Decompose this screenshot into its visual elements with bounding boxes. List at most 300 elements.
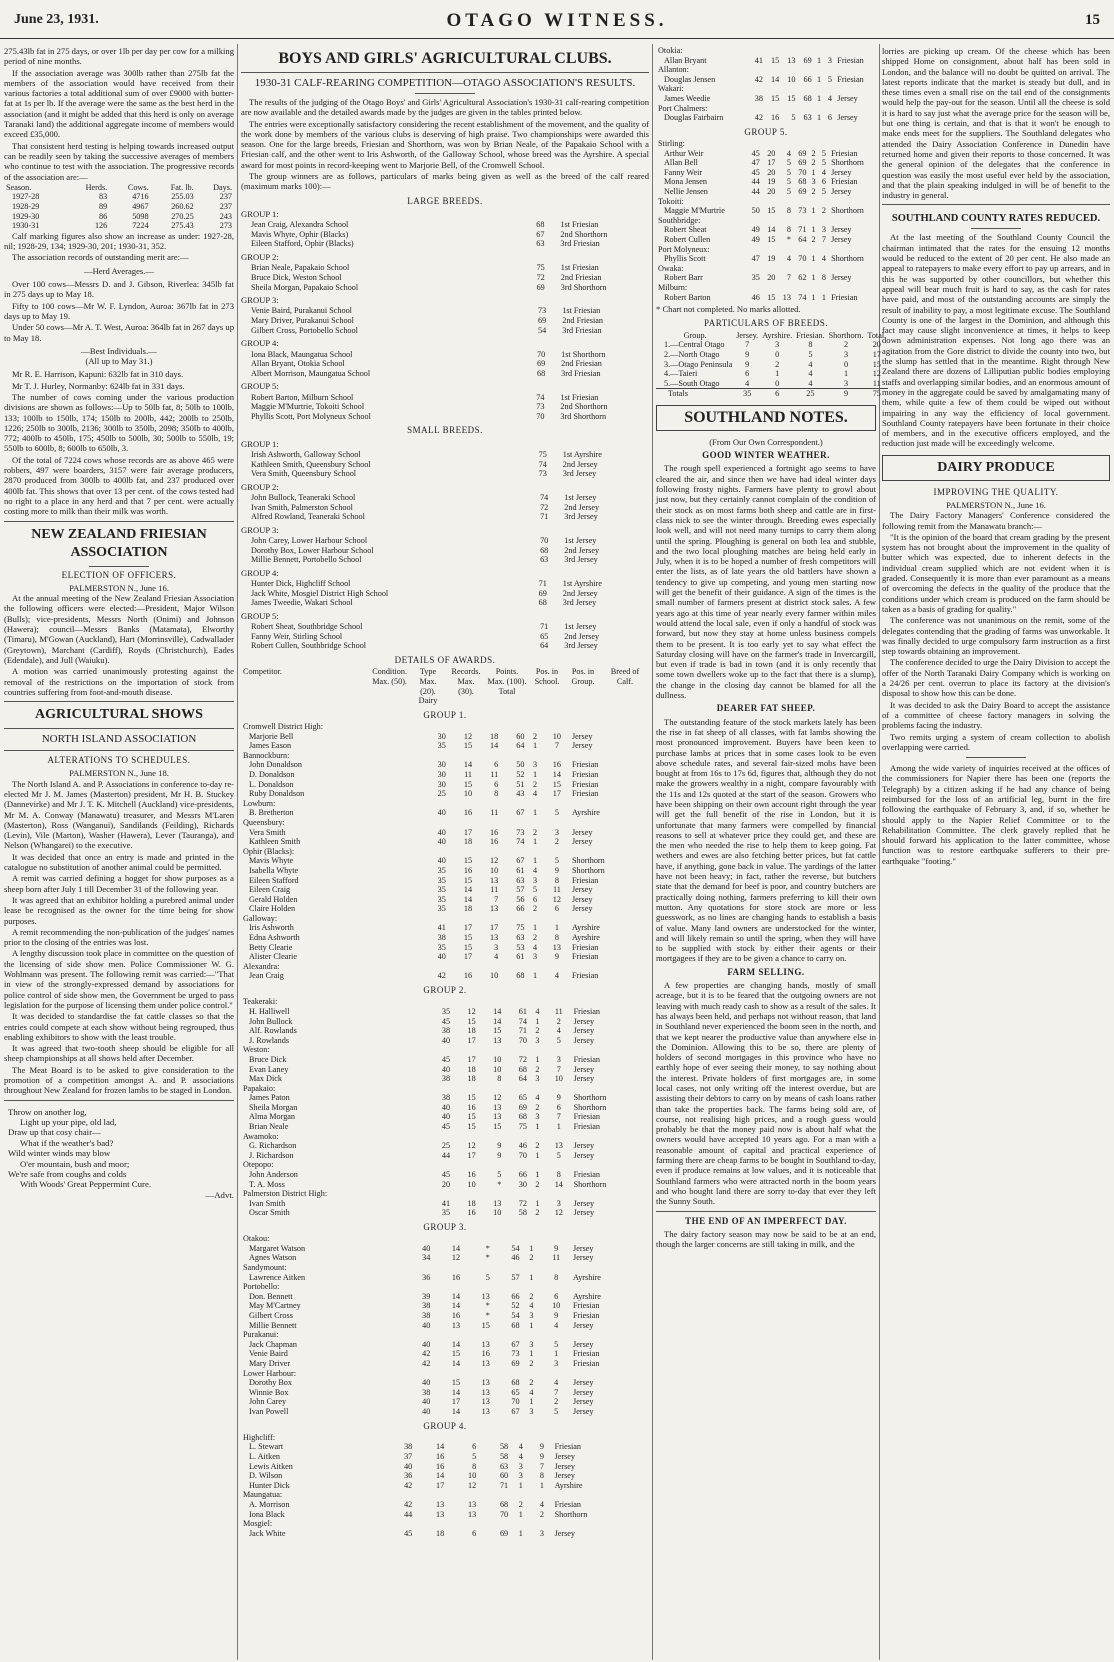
table-cell: 20 <box>767 273 776 283</box>
table-cell: 1 <box>811 225 816 235</box>
dateline: PALMERSTON N., June 18. <box>69 768 169 779</box>
table-cell: 3 <box>775 340 780 350</box>
table-cell <box>814 104 825 114</box>
winner-name: Sheila Morgan, Papakaio School <box>251 282 359 292</box>
article-subhead: ALTERATIONS TO SCHEDULES. <box>47 755 191 766</box>
table-cell <box>808 216 818 226</box>
winners-table <box>241 263 649 292</box>
season-table-body <box>4 192 234 230</box>
table-cell <box>414 1433 446 1443</box>
table-row <box>656 158 876 168</box>
table-cell: 2 <box>811 187 816 197</box>
table-cell: 9 <box>745 359 750 369</box>
table-cell: Ophir (Blacks): <box>243 846 295 856</box>
winner-name: Mary Driver, Purakanui School <box>251 316 354 326</box>
table-row <box>241 230 649 240</box>
paragraph: 275.43lb fat in 275 days, or over 1lb per day per cow for a milking period of nine months. <box>4 46 234 67</box>
table-cell: Jersey <box>831 234 852 244</box>
table-row <box>241 943 649 953</box>
winner-points: 71 <box>538 579 547 589</box>
table-cell <box>546 1189 572 1199</box>
table-cell <box>541 1263 571 1273</box>
table-cell: Sheila Morgan <box>249 1102 298 1112</box>
article-subhead: ELECTION OF OFFICERS. <box>61 569 177 580</box>
table-cell: 35 <box>751 273 760 283</box>
table-cell: 61 <box>516 865 525 875</box>
table-cell: 5 <box>497 1170 502 1180</box>
table-row <box>241 263 649 273</box>
table-cell: 66 <box>803 74 812 84</box>
table-row <box>241 1141 649 1151</box>
table-row <box>241 1462 649 1472</box>
table-cell: Friesian <box>573 1170 600 1180</box>
winner-placing: 2nd Jersey <box>562 588 598 598</box>
table-cell: 10 <box>490 971 499 981</box>
winner-name: Albert Morrison, Maungatua School <box>251 368 371 378</box>
table-cell <box>478 1084 504 1094</box>
table-cell: Friesian <box>554 1500 581 1510</box>
winner-name: Robert Cullen, Southbridge School <box>251 641 367 651</box>
table-cell <box>546 1160 572 1170</box>
table-cell: 45 <box>441 1016 451 1026</box>
table-cell: 40 <box>441 1112 451 1122</box>
table-row <box>241 770 649 780</box>
table-cell: 1 <box>529 1397 534 1407</box>
winner-name: Jack White, Mosgiel District High School <box>251 588 389 598</box>
table-cell: Ayrshire <box>573 1272 601 1282</box>
table-cell: 5 <box>786 177 791 187</box>
paragraph: Mr T. J. Hurley, Normanby: 624lb fat in 331 days. <box>12 380 185 391</box>
table-cell: 15 <box>770 93 780 103</box>
table-cell <box>746 245 762 255</box>
table-cell: Sandymount: <box>243 1263 287 1273</box>
table-cell <box>422 962 448 972</box>
table-cell: 10 <box>467 1471 477 1481</box>
table-cell: 44 <box>441 1150 451 1160</box>
table-cell: 5 <box>808 349 813 359</box>
table-cell: 86 <box>99 211 108 221</box>
table-cell <box>474 914 500 924</box>
table-cell: 4 <box>535 1006 540 1016</box>
table-cell: 15 <box>552 779 561 789</box>
headline-rule <box>4 750 234 751</box>
paragraph: The Dairy Factory Managers' Conference considered the following remit from the Manawatu branch:— <box>882 510 1110 531</box>
table-row <box>241 1397 649 1407</box>
table-row <box>241 1160 649 1170</box>
headline-rule <box>241 72 649 73</box>
table-cell: Betty Clearie <box>249 942 293 952</box>
table-row <box>241 632 649 642</box>
table-cell: 275.43 <box>171 221 194 231</box>
table-cell <box>422 799 448 809</box>
section-heading: PARTICULARS OF BREEDS. <box>704 318 828 329</box>
table-cell <box>503 997 529 1007</box>
table-cell <box>448 818 474 828</box>
table-cell: 17 <box>463 923 473 933</box>
table-cell <box>531 1519 552 1529</box>
table-cell: 16 <box>552 760 561 770</box>
table-cell: 15 <box>787 93 796 103</box>
table-cell: John Bullock <box>249 1016 293 1026</box>
table-cell: 71 <box>518 1026 527 1036</box>
table-cell: 255.03 <box>171 192 194 202</box>
table-cell: Allanton: <box>658 65 689 75</box>
table-row <box>656 273 876 283</box>
table-cell: 68 <box>798 177 807 187</box>
winner-name: Mavis Whyte, Ophir (Blacks) <box>251 229 349 239</box>
table-cell: 71 <box>798 225 807 235</box>
table-cell: 13 <box>451 1320 461 1330</box>
table-cell: 6 <box>554 904 559 914</box>
winner-points: 73 <box>538 306 547 316</box>
table-header: Fat. lb. <box>170 182 194 192</box>
table-row <box>241 1292 649 1302</box>
article-subtitle: NORTH ISLAND ASSOCIATION <box>41 733 197 746</box>
table-cell: 5 <box>786 158 791 168</box>
table-row <box>656 379 888 389</box>
table-cell: 42 <box>404 1500 413 1510</box>
table-row <box>241 1340 649 1350</box>
table-cell: 60 <box>516 731 525 741</box>
table-cell: James Eason <box>249 741 292 751</box>
table-cell: 14 <box>451 1359 461 1369</box>
table-cell: 11 <box>490 808 499 818</box>
herd-testing-article <box>4 46 234 517</box>
table-cell <box>414 1490 446 1500</box>
winners-table <box>241 493 649 522</box>
table-cell <box>478 1490 510 1500</box>
table-cell: 2 <box>535 1208 540 1218</box>
table-cell: 68 <box>516 971 525 981</box>
table-row <box>241 1208 649 1218</box>
subheading: —Best Individuals.— <box>81 345 157 356</box>
table-cell <box>541 1330 571 1340</box>
table-cell: Jersey <box>573 1016 595 1026</box>
table-cell <box>462 1282 492 1292</box>
table-cell: 3 <box>533 760 538 770</box>
table-cell: 10 <box>490 865 499 875</box>
table-cell: 40 <box>422 1378 431 1388</box>
table-cell: 20 <box>872 340 881 350</box>
table-row <box>241 283 649 293</box>
table-cell: Ayrshire <box>573 1291 601 1301</box>
table-cell: 7 <box>821 234 826 244</box>
table-row <box>241 876 649 886</box>
table-cell <box>474 751 500 761</box>
table-row <box>241 1189 649 1199</box>
table-cell: 1 <box>817 55 822 65</box>
table-cell: 14 <box>493 1016 502 1026</box>
table-cell: 38 <box>404 1442 413 1452</box>
table-cell: John Carey <box>249 1397 287 1407</box>
table-cell: Port Molyneux: <box>658 244 710 254</box>
table-header: Competitor. <box>243 667 282 677</box>
table-header: Shorthorn. <box>828 330 864 340</box>
table-row <box>241 1378 649 1388</box>
table-cell <box>500 722 526 732</box>
table-cell: Gerald Holden <box>249 894 298 904</box>
table-cell: 68 <box>803 93 812 103</box>
table-cell: 10 <box>493 1054 502 1064</box>
table-cell <box>762 139 778 149</box>
table-cell: 2 <box>533 779 538 789</box>
table-cell: 15 <box>467 1093 476 1103</box>
table-cell: 126 <box>94 221 108 231</box>
winner-points: 67 <box>536 229 545 239</box>
table-cell: 45 <box>441 1122 451 1132</box>
table-row <box>241 1510 649 1520</box>
table-cell: 68 <box>518 1112 527 1122</box>
winner-placing: 1st Friesian <box>560 220 599 230</box>
article-headline: AGRICULTURAL SHOWS <box>35 707 203 723</box>
winner-placing: 3rd Shorthorn <box>560 282 607 292</box>
table-cell: 5 <box>821 158 826 168</box>
table-cell: 16 <box>436 1461 445 1471</box>
table-cell: Jersey <box>571 731 593 741</box>
table-cell: 40 <box>441 1064 451 1074</box>
table-cell: 18 <box>463 837 473 847</box>
table-cell: Brian Neale <box>249 1122 289 1132</box>
table-cell: Lower Harbour: <box>243 1368 296 1378</box>
table-cell: 13 <box>481 1397 490 1407</box>
table-row <box>241 503 649 513</box>
table-cell: 68 <box>511 1320 520 1330</box>
table-cell: Queensbury: <box>243 817 285 827</box>
table-cell: 11 <box>490 885 499 895</box>
table-cell <box>462 1263 492 1273</box>
column-rule <box>879 44 880 1660</box>
table-row <box>656 235 876 245</box>
poem-line: Wild winter winds may blow <box>8 1148 111 1159</box>
table-row <box>656 216 876 226</box>
table-cell: 74 <box>516 837 525 847</box>
group-label: GROUP 4: <box>241 567 279 578</box>
table-cell: 3 <box>843 349 849 359</box>
table-row <box>656 104 876 114</box>
table-cell: 3 <box>556 1198 561 1208</box>
table-cell: 35 <box>437 904 446 914</box>
table-cell: 3 <box>827 55 832 65</box>
table-cell <box>403 1369 433 1379</box>
table-cell: 60 <box>499 1471 509 1481</box>
table-row <box>241 1170 649 1180</box>
table-cell: 15 <box>467 1112 476 1122</box>
table-cell: Jersey <box>573 1253 594 1263</box>
table-cell: 15 <box>467 1122 476 1132</box>
article-subhead: DEARER FAT SHEEP. <box>716 703 816 714</box>
table-row <box>241 1519 649 1529</box>
section-heading: SMALL BREEDS. <box>407 425 483 436</box>
table-cell: 13 <box>481 1378 490 1388</box>
table-cell: 1 <box>554 923 559 933</box>
table-cell: Alexandra: <box>243 961 280 971</box>
table-cell: 65 <box>511 1387 520 1397</box>
table-cell: 69 <box>798 148 807 158</box>
paragraph: It was agreed that an exhibitor holding a purebred animal under lease be recognised as the owner for the time being for show purposes. <box>4 894 234 926</box>
paragraph: The group winners are as follows, particulars of marks being given as well as the breed of the calf reared (maximum marks 100):— <box>241 171 649 192</box>
table-cell: Friesian <box>831 292 858 302</box>
table-cell: Otakou: <box>243 1234 270 1244</box>
table-cell: Friesian <box>573 1311 600 1321</box>
table-row <box>241 1234 649 1244</box>
table-cell: Shorthorn <box>831 206 864 216</box>
column-3 <box>656 46 887 1250</box>
details-rows <box>656 139 876 302</box>
table-cell: Jersey <box>573 1339 594 1349</box>
table-cell: Friesian <box>571 769 599 779</box>
table-cell: 42 <box>404 1480 413 1490</box>
table-row <box>241 306 649 316</box>
table-row <box>241 789 649 799</box>
table-cell <box>571 1369 649 1379</box>
table-cell <box>797 84 813 94</box>
table-cell: 67 <box>511 1339 520 1349</box>
table-cell: 3 <box>556 1054 561 1064</box>
table-cell: 3 <box>529 1339 534 1349</box>
table-cell: Jersey <box>571 827 593 837</box>
table-cell: 237 <box>219 202 232 212</box>
table-cell: Lowburn: <box>243 798 276 808</box>
table-cell: 42 <box>754 74 763 84</box>
table-cell: 5.—South Otago <box>664 378 720 388</box>
table-cell: 45 <box>404 1528 413 1538</box>
table-cell: Friesian <box>573 1301 600 1311</box>
table-cell: Portobello: <box>243 1282 280 1292</box>
poem-line: O'er mountain, bush and moor; <box>20 1158 130 1169</box>
advertisement-poem <box>4 1107 234 1201</box>
table-cell: 14 <box>451 1387 461 1397</box>
table-cell: 1 <box>535 1016 540 1026</box>
table-cell <box>426 1045 452 1055</box>
table-cell: 12 <box>872 369 881 379</box>
table-header: Days. <box>213 182 232 192</box>
table-cell: Ruby Donaldson <box>249 789 305 799</box>
table-row <box>241 828 649 838</box>
table-cell <box>829 283 876 293</box>
table-cell <box>793 245 809 255</box>
table-cell <box>422 914 448 924</box>
table-cell: L. Donaldson <box>249 779 294 789</box>
table-cell <box>572 1132 649 1142</box>
table-row <box>241 962 649 972</box>
small-breeds-winners <box>241 439 649 651</box>
table-cell: Winnie Box <box>249 1387 289 1397</box>
table-cell: 1 <box>535 1170 540 1180</box>
table-row <box>241 818 649 828</box>
table-cell: 69 <box>803 55 812 65</box>
table-cell: Shorthorn <box>571 865 605 875</box>
table-cell: 5 <box>554 856 559 866</box>
table-cell <box>819 245 829 255</box>
table-cell: 3 <box>539 1528 544 1538</box>
table-cell: 10 <box>467 1179 476 1189</box>
poem-line: Draw up that cosy chair— <box>8 1127 101 1138</box>
table-cell: 6 <box>775 389 780 399</box>
table-row <box>241 856 649 866</box>
winner-placing: 3rd Friesian <box>562 325 602 335</box>
winner-placing: 1st Jersey <box>564 493 597 503</box>
table-cell <box>478 1160 504 1170</box>
winner-placing: 2nd Jersey <box>564 502 600 512</box>
table-cell: 73 <box>516 827 525 837</box>
table-row <box>241 1311 649 1321</box>
table-cell <box>500 847 526 857</box>
details-groups <box>241 710 649 1539</box>
table-cell: Claire Holden <box>249 904 296 914</box>
table-row <box>241 1017 649 1027</box>
table-cell: 3 <box>494 942 499 952</box>
table-cell: 15 <box>767 206 776 216</box>
group-label: GROUP 3: <box>241 295 279 306</box>
table-cell: 51 <box>516 779 525 789</box>
table-cell: Mona Jensen <box>664 177 707 187</box>
table-cell: 63 <box>516 875 525 885</box>
winner-points: 68 <box>540 545 549 555</box>
table-row <box>241 1529 649 1539</box>
table-cell: 1 <box>533 971 538 981</box>
table-cell: Milburn: <box>658 282 688 292</box>
table-cell: Evan Laney <box>249 1064 289 1074</box>
table-row <box>656 350 888 360</box>
table-row <box>241 598 649 608</box>
table-row <box>241 1007 649 1017</box>
table-header: Ayrshire. <box>762 330 793 340</box>
table-row <box>656 225 876 235</box>
details-table-continued <box>656 46 876 123</box>
table-cell: 70 <box>518 1035 527 1045</box>
table-cell: 3 <box>535 1035 540 1045</box>
table-cell: 15 <box>451 1378 461 1388</box>
table-cell: 3 <box>535 1112 540 1122</box>
table-cell: 13 <box>467 1500 477 1510</box>
table-cell <box>522 1369 542 1379</box>
table-cell <box>529 1132 546 1142</box>
winner-name: Brian Neale, Papakaio School <box>251 263 350 273</box>
table-cell <box>572 1084 649 1094</box>
table-cell: 1 <box>554 1349 559 1359</box>
table-cell <box>570 847 649 857</box>
paragraph: Under 50 cows—Mr A. T. West, Auroa: 364lb fat in 267 days up to May 18. <box>4 322 235 343</box>
table-cell: 71 <box>499 1480 509 1490</box>
table-cell <box>492 1282 522 1292</box>
table-cell: Robert Barton <box>664 292 711 302</box>
winners-table <box>241 579 649 608</box>
table-cell: 4 <box>556 1026 561 1036</box>
table-cell: 13 <box>481 1387 490 1397</box>
paragraph: It was decided that once an entry is made and printed in the catalogue no substitution of another animal could be permitted. <box>4 851 234 873</box>
article-headline: BOYS AND GIRLS' AGRICULTURAL CLUBS. <box>278 50 612 67</box>
table-cell: 11 <box>872 378 881 388</box>
table-cell: 61 <box>516 952 525 962</box>
table-row <box>656 283 876 293</box>
table-cell <box>526 818 543 828</box>
table-row <box>241 1132 649 1142</box>
table-cell: 15 <box>493 1122 502 1132</box>
table-header: Cows. <box>127 182 149 192</box>
winner-points: 54 <box>538 325 547 335</box>
table-row <box>656 254 876 264</box>
table-row <box>241 469 649 479</box>
table-cell: Allan Bell <box>664 158 698 168</box>
table-cell: Maggie M'Murtrie <box>664 206 725 216</box>
table-cell <box>403 1330 433 1340</box>
table-cell: Kathleen Smith <box>249 837 301 847</box>
table-row <box>241 1490 649 1500</box>
winner-name: Robert Sheat, Southbridge School <box>251 622 363 632</box>
table-cell: Iris Ashworth <box>249 923 294 933</box>
table-cell <box>529 1045 546 1055</box>
table-cell: 30 <box>518 1179 527 1189</box>
